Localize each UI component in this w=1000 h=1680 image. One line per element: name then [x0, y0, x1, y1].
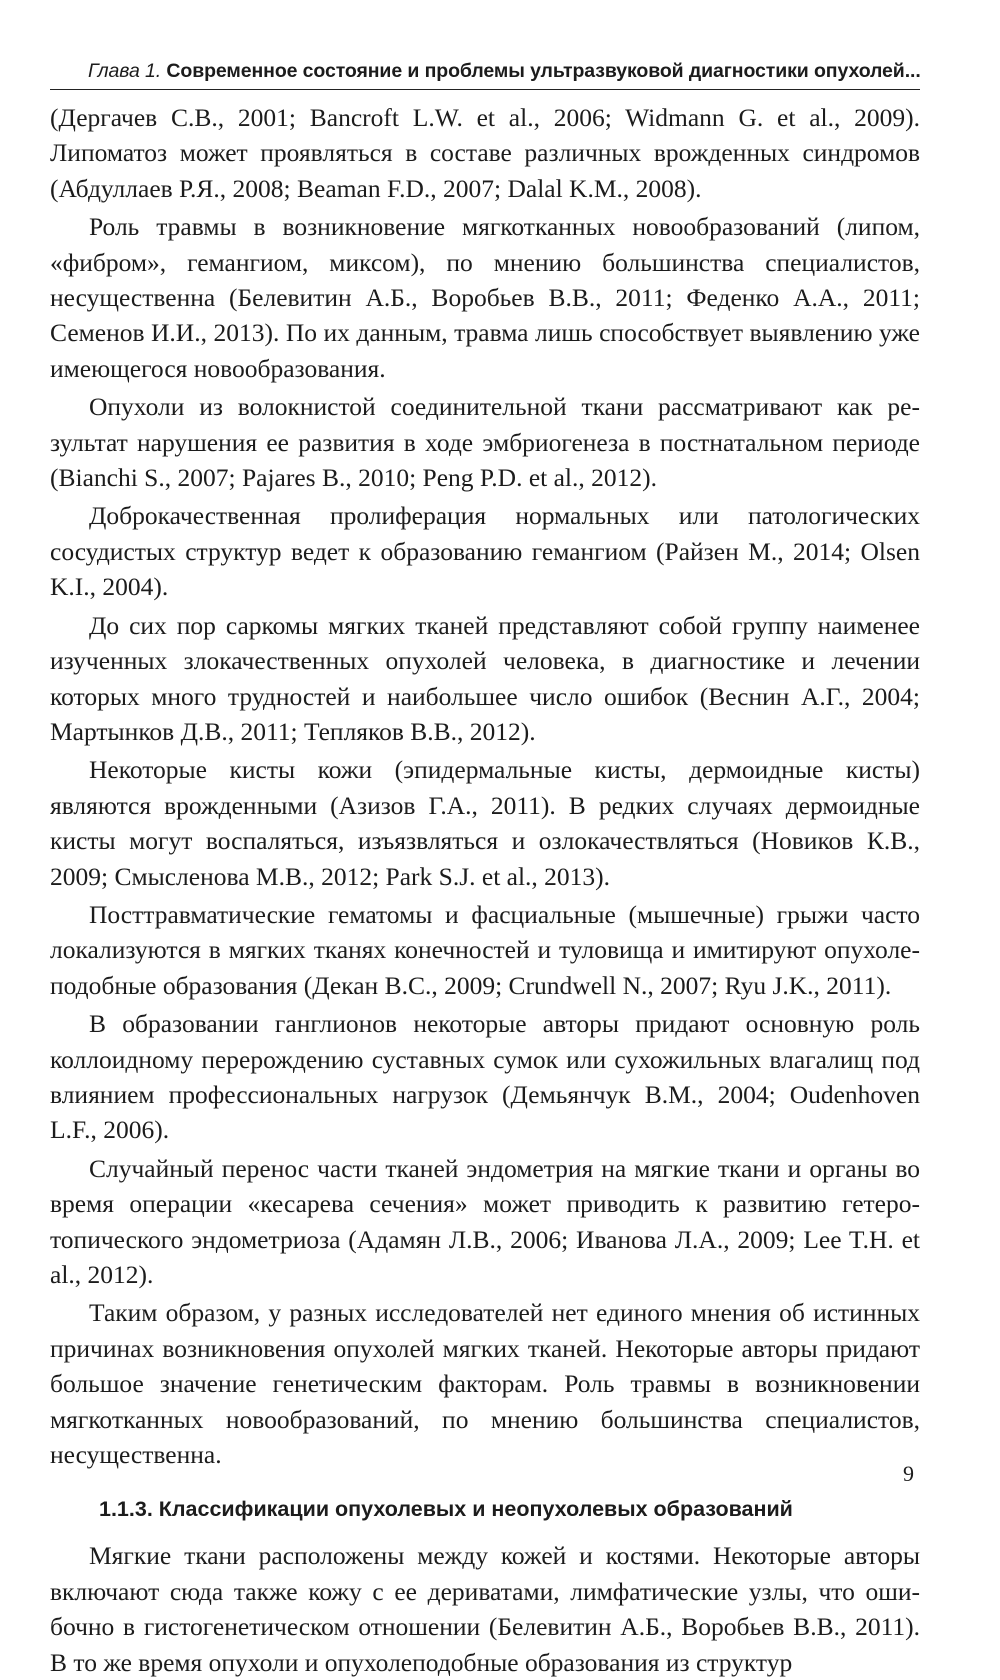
paragraph: (Дергачев С.В., 2001; Bancroft L.W. et al., 2006; Widmann G. et al., 2009). Липоматоз может проявляться в составе различных врожденных синдромов (Абдуллаев Р.Я., 2008; Beaman F.D., 2007; Dalal K.M., 2008).	[50, 103, 920, 203]
paragraph: Роль травмы в возникновение мягкотканных новообразований (липом, «фибром», гемангиом, миксом), по мнению большинства специалистов, несущественна (Белевитин А.Б., Воробьев В.В., 2011; Феденко А.А., 2011; Семенов И.И., 2013). По их данным, травма лишь способствует выявлению уже имеющегося новообразования.	[50, 212, 920, 383]
paragraph: Мягкие ткани расположены между кожей и костями. Некоторые авторы включают сюда также кожу с ее дериватами, лимфатические узлы, что ошибочно в гистогенетическом отношении (Белевитин А.Б., Воробьев В.В., 2011). В то же время опухоли и опухолеподобные образования из структур	[50, 1541, 920, 1677]
paragraph: Случайный перенос части тканей эндометрия на мягкие ткани и органы во время операции «кесарева сечения» может приводить к развитию гетеротопического эндометриоза (Адамян Л.В., 2006; Иванова Л.А., 2009; Lee T.H. et al., 2012).	[50, 1153, 920, 1289]
paragraph: Таким образом, у разных исследователей нет единого мнения об истинных причинах возникновения опухолей мягких тканей. Некоторые авторы придают большое значение генетическим факторам. Роль травмы в возникновении мягкотканных новообразований, по мнению большинства специалистов, несущественна.	[50, 1298, 920, 1470]
running-header	[88, 58, 920, 84]
header-rule	[50, 89, 920, 90]
paragraph: Доброкачественная пролиферация нормальных или патологических сосудистых структур ведет к образованию гемангиом (Райзен М., 2014; Olsen K.I., 2004).	[50, 501, 920, 602]
paragraph: Некоторые кисты кожи (эпидермальные кисты, дермоидные кисты) являются врожденными (Азизов Г.А., 2011). В редких случаях дермоидные кисты могут воспаляться, изъязвляться и озлокачествляться (Новиков К.В., 2009; Смысленова М.В., 2012; Park S.J. et al., 2013).	[50, 755, 920, 891]
paragraph: До сих пор саркомы мягких тканей представляют собой группу наименее изученных злокачественных опухолей человека, в диагностике и лечении которых много трудностей и наибольшее число ошибок (Веснин А.Г., 2004; Мартынков Д.В., 2011; Тепляков В.В., 2012).	[50, 610, 920, 746]
page-number: 9	[903, 1461, 914, 1486]
chapter-label: Глава 1.	[88, 60, 162, 82]
chapter-title: Современное состояние и проблемы ультразвуковой диагностики опухолей...	[166, 60, 921, 82]
section-heading: 1.1.3. Классификации опухолевых и неопухолевых образований	[99, 1497, 793, 1522]
paragraph: Опухоли из волокнистой соединительной ткани рассматривают как результат нарушения ее развития в ходе эмбриогенеза в постнатальном периоде (Bianchi S., 2007; Pajares B., 2010; Peng P.D. et al., 2012).	[50, 392, 920, 493]
page-body	[50, 100, 920, 1680]
paragraph: Посттравматические гематомы и фасциальные (мышечные) грыжи часто локализуются в мягких тканях конечностей и туловища и имитируют опухолеподобные образования (Декан В.С., 2009; Crundwell N., 2007; Ryu J.K., 2011).	[50, 899, 920, 1000]
paragraph: В образовании ганглионов некоторые авторы придают основную роль коллоидному перерождению суставных сумок или сухожильных влагалищ под влиянием профессиональных нагрузок (Демьянчук В.М., 2004; Oudenhoven L.F., 2006).	[50, 1009, 920, 1145]
